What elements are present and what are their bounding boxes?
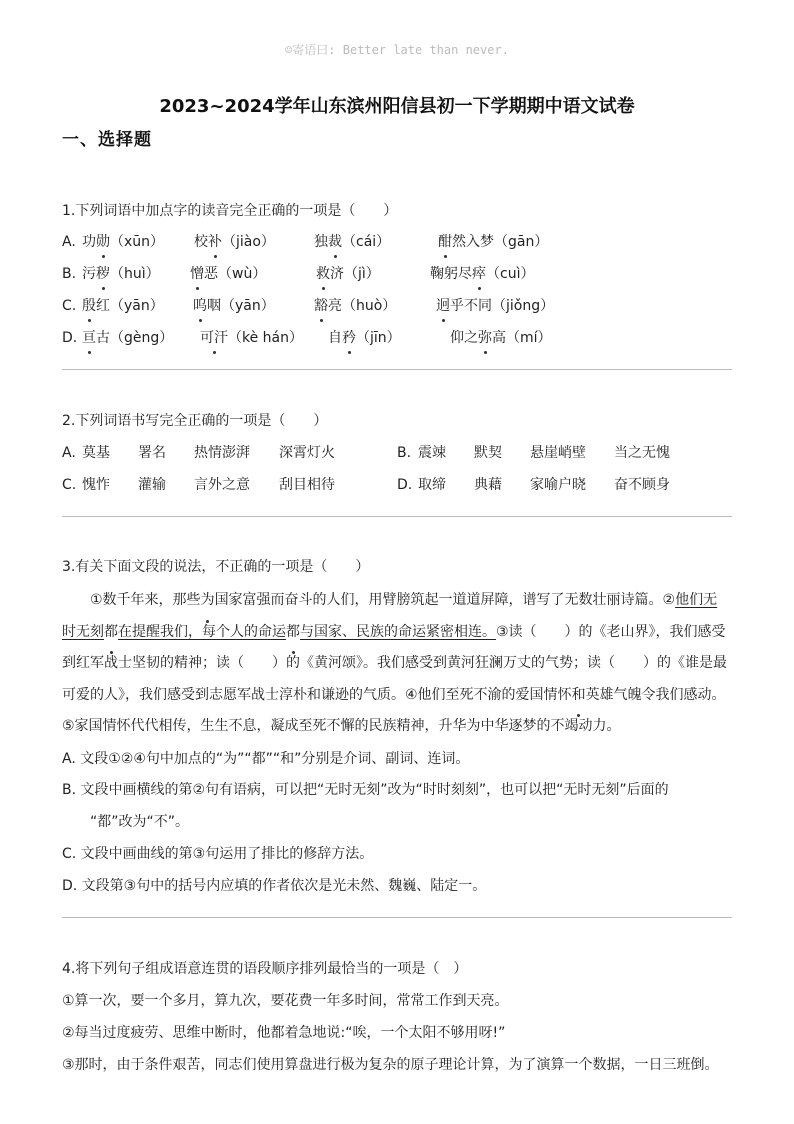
dotted-char: 可汗 (200, 330, 228, 346)
dotted-char: 憎 (190, 266, 204, 282)
q1-word: 憎恶（wù） (190, 266, 267, 282)
option-label: A. (62, 445, 76, 461)
dotted-char: 迥 (436, 298, 450, 314)
q3-option-a: A. 文段①②④句中加点的“为”“都”“和”分别是介词、副词、连词。 (62, 751, 470, 767)
q3-stem: 3.有关下面文段的说法，不正确的一项是（ ） (62, 559, 370, 575)
q2-word: 热情澎湃 (194, 445, 250, 461)
divider (62, 516, 732, 517)
divider (62, 369, 732, 370)
q2-word: 深霄灯火 (279, 445, 335, 461)
q3-option-b-cont: “都”改为“不”。 (90, 814, 190, 830)
q1-word: 呜咽（yān） (193, 298, 275, 314)
q1-word: 独裁（cái） (314, 234, 391, 250)
q2-word: 当之无愧 (614, 445, 670, 461)
q2-word: 言外之意 (194, 477, 250, 493)
q2-word: 悬崖峭壁 (530, 445, 586, 461)
q2-word: 取缔 (418, 477, 446, 493)
q1-word: 自矜（jīn） (328, 330, 401, 346)
q4-item-2: ②每当过度疲劳、思维中断时，他都着急地说:“唉，一个太阳不够用呀!” (62, 1025, 506, 1041)
q1-word: 可汗（kè hán） (200, 330, 303, 346)
dotted-char: 豁 (314, 298, 328, 314)
q4-item-3: ③那时，由于条件艰苦，同志们使用算盘进行极为复杂的原子理论计算，为了演算一个数据，一日三班倒。 (62, 1057, 719, 1073)
q1-word: 酣然入梦（gān） (438, 234, 549, 250)
option-label: D. (397, 477, 413, 493)
q2-word: 刮目相待 (279, 477, 335, 493)
q1-word: 豁亮（huò） (314, 298, 397, 314)
q1-word: 污秽（huì） (82, 266, 160, 282)
q2-stem: 2.下列词语书写完全正确的一项是（ ） (62, 413, 328, 429)
option-label: D. (62, 330, 78, 346)
q2-word: 灌输 (138, 477, 166, 493)
q1-word: 仰之弥高（mí） (450, 330, 552, 346)
option-label: B. (62, 266, 77, 282)
dotted-char: 勋 (96, 234, 110, 250)
option-label: A. (62, 234, 76, 250)
q3-passage: ①数千年来，那些为国家富强而奋斗的人们，用臂膀筑起一道道屏障，谱写了无数壮丽诗篇。②他们无时无刻都在提醒我们，每个人的命运都与国家、民族的命运紧密相连。③读（ ）的《老山界》，我们感受到红军战士坚韧的精神；读（ ）的《黄河颂》。我们感受到黄河狂澜万丈的气势；读（ ）的《谁是最可爱的人》，我们感受到志愿军战士淳朴和谦逊的气质。④他们至死不渝的爱国情怀和英雄气魄令我们感动。⑤家国情怀代代相传，生生不息，凝成至死不懈的民族精神，升华为中华逐梦的不竭动力。 (62, 585, 730, 743)
q3-option-b: B. 文段中画横线的第②句有语病，可以把“无时无刻”改为“时时刻刻”，也可以把“无时无刻”后面的 (62, 782, 669, 798)
dotted-char: 亘 (82, 330, 96, 346)
section-heading: 一、选择题 (62, 130, 152, 150)
q2-word: 署名 (138, 445, 166, 461)
dotted-char: 救 (316, 266, 330, 282)
q2-word: 奋不顾身 (614, 477, 670, 493)
dotted-char: 殷 (82, 298, 96, 314)
q1-word: 校补（jiào） (194, 234, 275, 250)
q1-word: 亘古（gèng） (82, 330, 174, 346)
q1-word: 救济（jì） (316, 266, 380, 282)
q1-word: 鞠躬尽瘁（cuì） (430, 266, 535, 282)
q1-word: 功勋（xūn） (82, 234, 165, 250)
dotted-char: 呜 (193, 298, 207, 314)
q2-word: 默契 (474, 445, 502, 461)
dotted-char: 弥 (478, 330, 492, 346)
q1-word: 殷红（yān） (82, 298, 164, 314)
page-title: 2023~2024学年山东滨州阳信县初一下学期期中语文试卷 (159, 96, 635, 117)
option-label: C. (62, 477, 77, 493)
option-label: C. (62, 298, 77, 314)
dotted-char: 秽 (96, 266, 110, 282)
q2-word: 莫基 (82, 445, 110, 461)
q2-word: 震竦 (418, 445, 446, 461)
dotted-char: 为 (201, 585, 215, 617)
divider (62, 917, 732, 918)
q3-option-d: D. 文段第③句中的括号内应填的作者依次是光未然、魏巍、陆定一。 (62, 878, 487, 894)
dotted-char: 补 (208, 234, 222, 250)
dotted-char: 和 (572, 680, 586, 712)
header-motto: ☺寄语曰: Better late than never. (285, 43, 509, 57)
dotted-char: 矜 (342, 330, 356, 346)
q1-stem: 1.下列词语中加点字的读音完全正确的一项是（ ） (62, 203, 398, 219)
dotted-char: 酣 (438, 234, 452, 250)
q4-item-1: ①算一次，要一个多月，算九次，要花费一年多时间，常常工作到天亮。 (62, 993, 509, 1009)
dotted-char: 裁 (328, 234, 342, 250)
q3-option-c: C. 文段中画曲线的第③句运用了排比的修辞方法。 (62, 846, 374, 862)
q2-word: 典藉 (474, 477, 502, 493)
option-label: B. (397, 445, 412, 461)
underlined-sentence: 他们无时无刻都在提醒我们，每个人的命运都与国家、民族的命运紧密相连。 (62, 592, 717, 640)
q2-word: 愧怍 (82, 477, 110, 493)
q2-word: 家喻户晓 (530, 477, 586, 493)
q1-word: 迥乎不同（jiǒng） (436, 298, 555, 314)
dotted-char: 瘁 (472, 266, 486, 282)
q4-stem: 4.将下列句子组成语意连贯的语段顺序排列最恰当的一项是（ ） (62, 961, 468, 977)
